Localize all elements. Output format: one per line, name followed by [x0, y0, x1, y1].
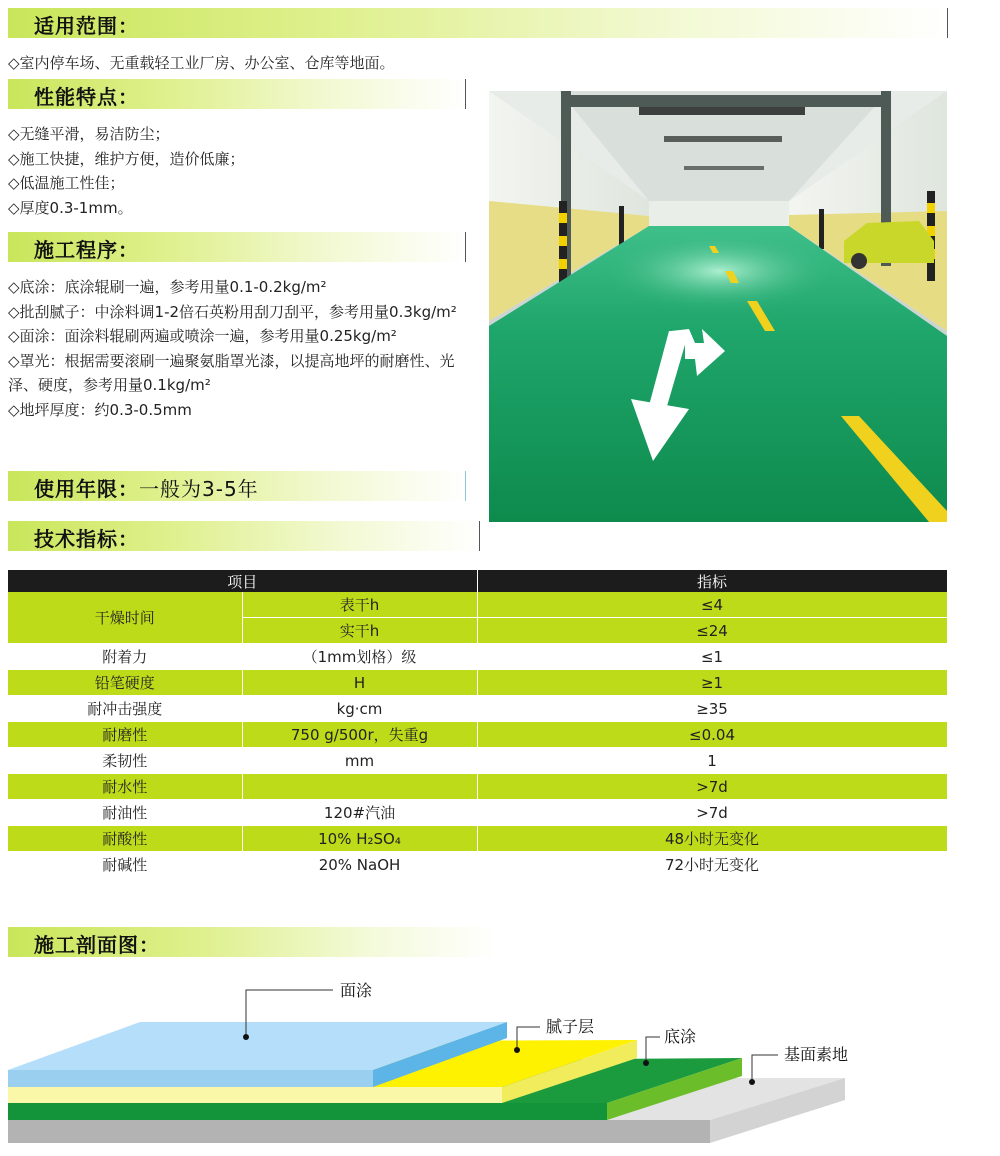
procedure-item: ◇底涂：底涂辊刷一遍，参考用量0.1-0.2kg/m²: [8, 278, 327, 296]
table-cell: ≤24: [477, 618, 947, 644]
scope-heading: [8, 8, 948, 38]
procedure-list: [8, 275, 482, 422]
table-cell: 干燥时间: [8, 592, 242, 644]
base-marker: [749, 1079, 755, 1085]
procedure-item: ◇批刮腻子：中涂料调1-2倍石英粉用刮刀刮平，参考用量0.3kg/m²: [8, 302, 457, 321]
table-cell: 表干h: [242, 592, 477, 618]
table-cell: 750 g/500r，失重g: [242, 722, 477, 748]
base-layer-front: [8, 1120, 710, 1143]
table-cell: ≤1: [477, 644, 947, 670]
table-cell: 柔韧性: [8, 748, 242, 774]
table-row: [8, 592, 947, 618]
putty-marker: [514, 1047, 520, 1053]
base-label: 基面素地: [784, 1045, 849, 1064]
table-cell: 72小时无变化: [477, 852, 947, 878]
table-header: 指标: [477, 570, 947, 592]
table-cell: （1mm划格）级: [242, 644, 477, 670]
feature-item: ◇施工快捷，维护方便，造价低廉；: [8, 149, 245, 168]
heading-divider: [465, 79, 466, 109]
topcoat-label: 面涂: [340, 981, 373, 1000]
table-cell: ≤0.04: [477, 722, 947, 748]
table-cell: 耐磨性: [8, 722, 242, 748]
table-row: [8, 852, 947, 878]
primer-layer-front: [8, 1103, 607, 1120]
procedure-item: ◇地坪厚度：约0.3-0.5mm: [8, 400, 192, 419]
feature-item: ◇厚度0.3-1mm。: [8, 198, 133, 217]
features-title: 性能特点：: [34, 85, 139, 109]
table-cell: 20% NaOH: [242, 852, 477, 878]
features-heading: [8, 79, 466, 109]
heading-divider: [479, 521, 480, 551]
table-row: [8, 800, 947, 826]
heading-divider: [947, 8, 948, 38]
life-text: [34, 473, 259, 502]
spec-heading: [8, 521, 480, 551]
section-heading: [8, 927, 498, 957]
table-row: [8, 696, 947, 722]
primer-marker: [643, 1060, 649, 1066]
table-row: [8, 826, 947, 852]
table-cell: 10% H₂SO₄: [242, 826, 477, 852]
table-row: [8, 774, 947, 800]
table-cell: 耐酸性: [8, 826, 242, 852]
table-cell: 耐碱性: [8, 852, 242, 878]
procedure-heading: [8, 232, 466, 262]
spec-table: [8, 570, 948, 878]
procedure-item: ◇罩光：根据需要滚刷一遍聚氨脂罩光漆，以提高地坪的耐磨性、光泽、硬度，参考用量0.1kg/m²: [8, 351, 455, 394]
table-cell: ≥1: [477, 670, 947, 696]
table-row: [8, 748, 947, 774]
table-cell: >7d: [477, 774, 947, 800]
procedure-item: ◇面涂：面涂料辊刷两遍或喷涂一遍，参考用量0.25kg/m²: [8, 327, 397, 345]
feature-item: ◇低温施工性佳；: [8, 174, 125, 192]
garage-floor-photo: [489, 91, 947, 522]
table-cell: kg·cm: [242, 696, 477, 722]
heading-divider: [465, 471, 466, 501]
table-header: 项目: [8, 570, 477, 592]
table-cell: 铅笔硬度: [8, 670, 242, 696]
scope-title: 适用范围：: [34, 14, 139, 38]
heading-divider: [465, 232, 466, 262]
putty-label: 腻子层: [546, 1017, 595, 1036]
spec-title: 技术指标：: [34, 527, 139, 551]
table-cell: 耐油性: [8, 800, 242, 826]
floor-section-diagram: [0, 960, 1000, 1156]
scope-text: ◇室内停车场、无重载轻工业厂房、办公室、仓库等地面。: [8, 54, 395, 72]
table-cell: H: [242, 670, 477, 696]
primer-label: 底涂: [664, 1027, 697, 1046]
table-cell: ≥35: [477, 696, 947, 722]
table-row: [8, 670, 947, 696]
table-cell: ≤4: [477, 592, 947, 618]
procedure-title: 施工程序：: [34, 238, 139, 262]
life-heading: [8, 471, 466, 501]
putty-layer-front: [8, 1087, 502, 1103]
table-cell: 实干h: [242, 618, 477, 644]
table-row: [8, 644, 947, 670]
table-cell: 耐冲击强度: [8, 696, 242, 722]
base-leader: [752, 1055, 778, 1082]
section-title: 施工剖面图：: [34, 933, 160, 957]
life-title: 使用年限：: [34, 477, 139, 501]
table-cell: 附着力: [8, 644, 242, 670]
features-list: [8, 122, 482, 220]
topcoat-layer-front: [8, 1070, 373, 1087]
table-row: [8, 722, 947, 748]
table-cell: mm: [242, 748, 477, 774]
table-cell: >7d: [477, 800, 947, 826]
topcoat-marker: [243, 1034, 249, 1040]
table-cell: [242, 774, 477, 800]
table-header-row: [8, 570, 947, 592]
feature-item: ◇无缝平滑，易洁防尘；: [8, 125, 170, 143]
table-cell: 48小时无变化: [477, 826, 947, 852]
life-value: 一般为3-5年: [139, 477, 259, 501]
table-cell: 1: [477, 748, 947, 774]
table-cell: 120#汽油: [242, 800, 477, 826]
table-cell: 耐水性: [8, 774, 242, 800]
